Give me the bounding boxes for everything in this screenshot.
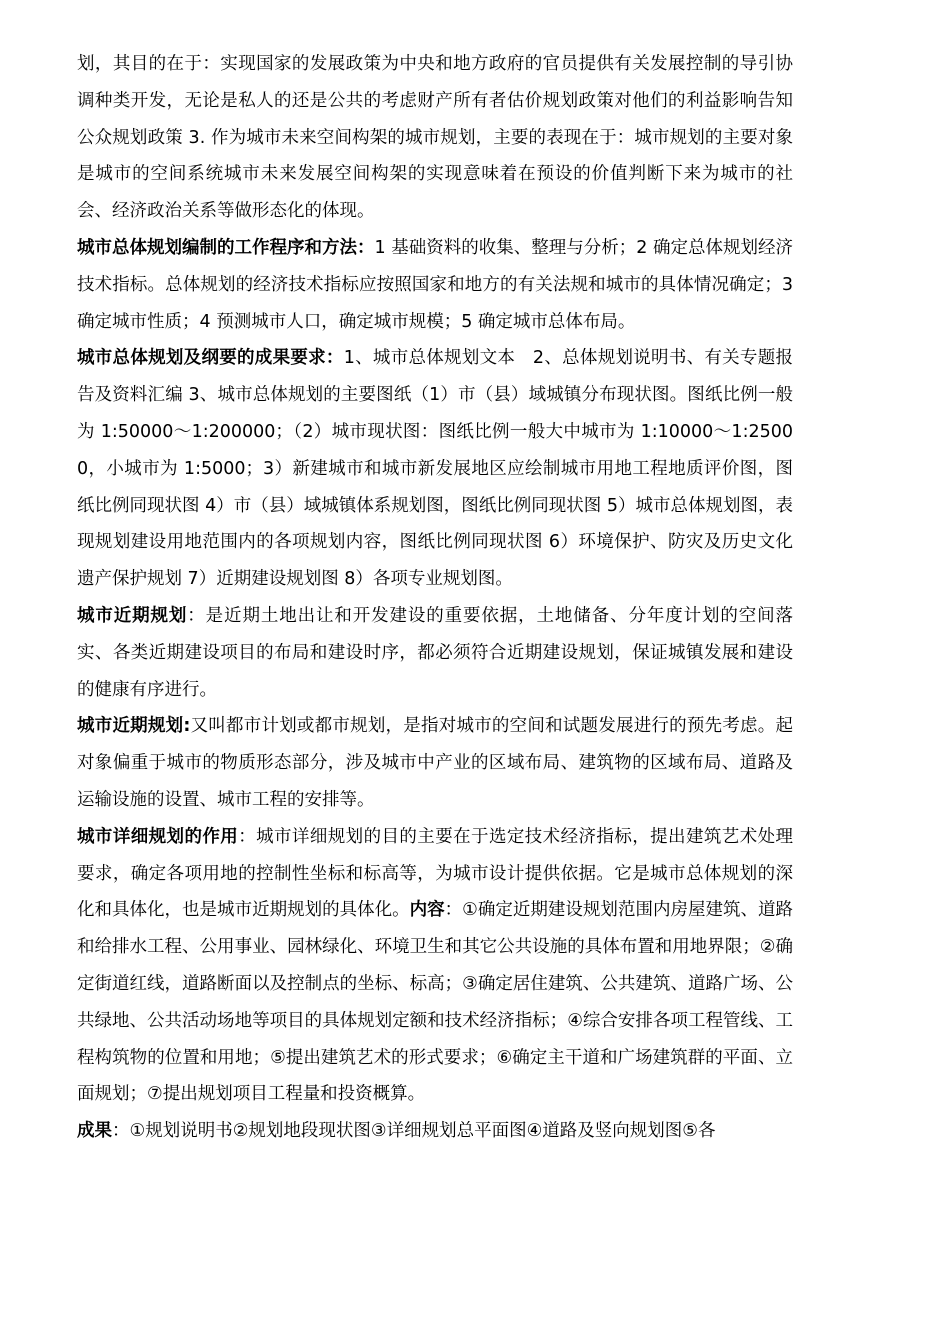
paragraph-text: 划，其目的在于：实现国家的发展政策为中央和地方政府的官员提供有关发展控制的导引协调种类开发，无论是私人的还是公共的考虑财产所有者估价规划政策对他们的利益影响告知公众规划政策 3. 作为城市未来空间构架的城市规划，主要的表现在于：城市规划的主要对象是城市的空间系统城市未来发展空间构架的实现意味着在预设的价值判断下来为城市的社会、经济政治关系等做形态化的体现。 <box>77 54 793 222</box>
paragraph-planning-intro <box>77 46 793 230</box>
paragraph-heading: 城市详细规划的作用 <box>77 826 239 847</box>
paragraph-heading: 城市总体规划编制的工作程序和方法： <box>77 237 375 258</box>
paragraph-text: ：①确定近期建设规划范围内房屋建筑、道路和给排水工程、公用事业、园林绿化、环境卫生和其它公共设施的具体布置和用地界限；②确定街道红线，道路断面以及控制点的坐标、标高；③确定居住建筑、公共建筑、道路广场、公共绿地、公共活动场地等项目的具体规划定额和技术经济指标；④综合安排各项工程管线、工程构筑物的位置和用地；⑤提出建筑艺术的形式要求；⑥确定主干道和广场建筑群的平面、立面规划；⑦提出规划项目工程量和投资概算。 <box>77 900 794 1105</box>
paragraph-text: ：城市详细规划的目的主要在于选定技术经济指标，提出建筑艺术处理要求，确定各项用地的控制性坐标和标高等，为城市设计提供依据。它是城市总体规划的深化和具体化，也是城市近期规划的具体化。 <box>77 826 794 921</box>
paragraph-text: ：是近期土地出让和开发建设的重要依据，土地储备、分年度计划的空间落实、各类近期建设项目的布局和建设时序，都必须符合近期建设规划，保证城镇发展和建设的健康有序进行。 <box>77 605 794 700</box>
paragraph-heading: 城市总体规划及纲要的成果要求： <box>77 348 344 369</box>
paragraph-short-term-plan <box>77 598 793 708</box>
paragraph-deliverables <box>77 1113 793 1150</box>
paragraph-subheading: 内容 <box>409 900 445 921</box>
paragraph-master-plan-deliverables <box>77 340 793 598</box>
paragraph-text: 1 基础资料的收集、整理与分析；2 确定总体规划经济技术指标。总体规划的经济技术指标应按照国家和地方的有关法规和城市的具体情况确定；3 确定城市性质；4 预测城市人口，确定城市规模；5 确定城市总体布局。 <box>77 237 793 332</box>
paragraph-short-term-plan-definition <box>77 708 793 818</box>
paragraph-text: 又叫都市计划或都市规划，是指对城市的空间和试题发展进行的预先考虑。起对象偏重于城市的物质形态部分，涉及城市中产业的区域布局、建筑物的区域布局、道路及运输设施的设置、城市工程的安排等。 <box>77 716 794 810</box>
paragraph-master-plan-procedure <box>77 230 793 340</box>
document-page <box>77 46 793 1150</box>
paragraph-heading: 成果 <box>77 1121 112 1142</box>
paragraph-text: 1、城市总体规划文本 2、总体规划说明书、有关专题报告及资料汇编 3、城市总体规划的主要图纸（1）市（县）域城镇分布现状图。图纸比例一般为 1:50000～1:200000；（2）城市现状图：图纸比例一般大中城市为 1:10000～1:25000，小城市为 1:5000；3）新建城市和城市新发展地区应绘制城市用地工程地质评价图，图纸比例同现状图 4）市（县）域城镇体系规划图，图纸比例同现状图 5）城市总体规划图，表现规划建设用地范围内的各项规划内容，图纸比例同现状图 6）环境保护、防灾及历史文化遗产保护规划 7）近期建设规划图 8）各项专业规划图。 <box>77 348 793 590</box>
paragraph-text: ：①规划说明书②规划地段现状图③详细规划总平面图④道路及竖向规划图⑤各 <box>112 1121 716 1142</box>
paragraph-heading: 城市近期规划 <box>77 605 188 626</box>
paragraph-detailed-plan-role <box>77 819 793 1113</box>
paragraph-heading: 城市近期规划: <box>77 716 191 737</box>
